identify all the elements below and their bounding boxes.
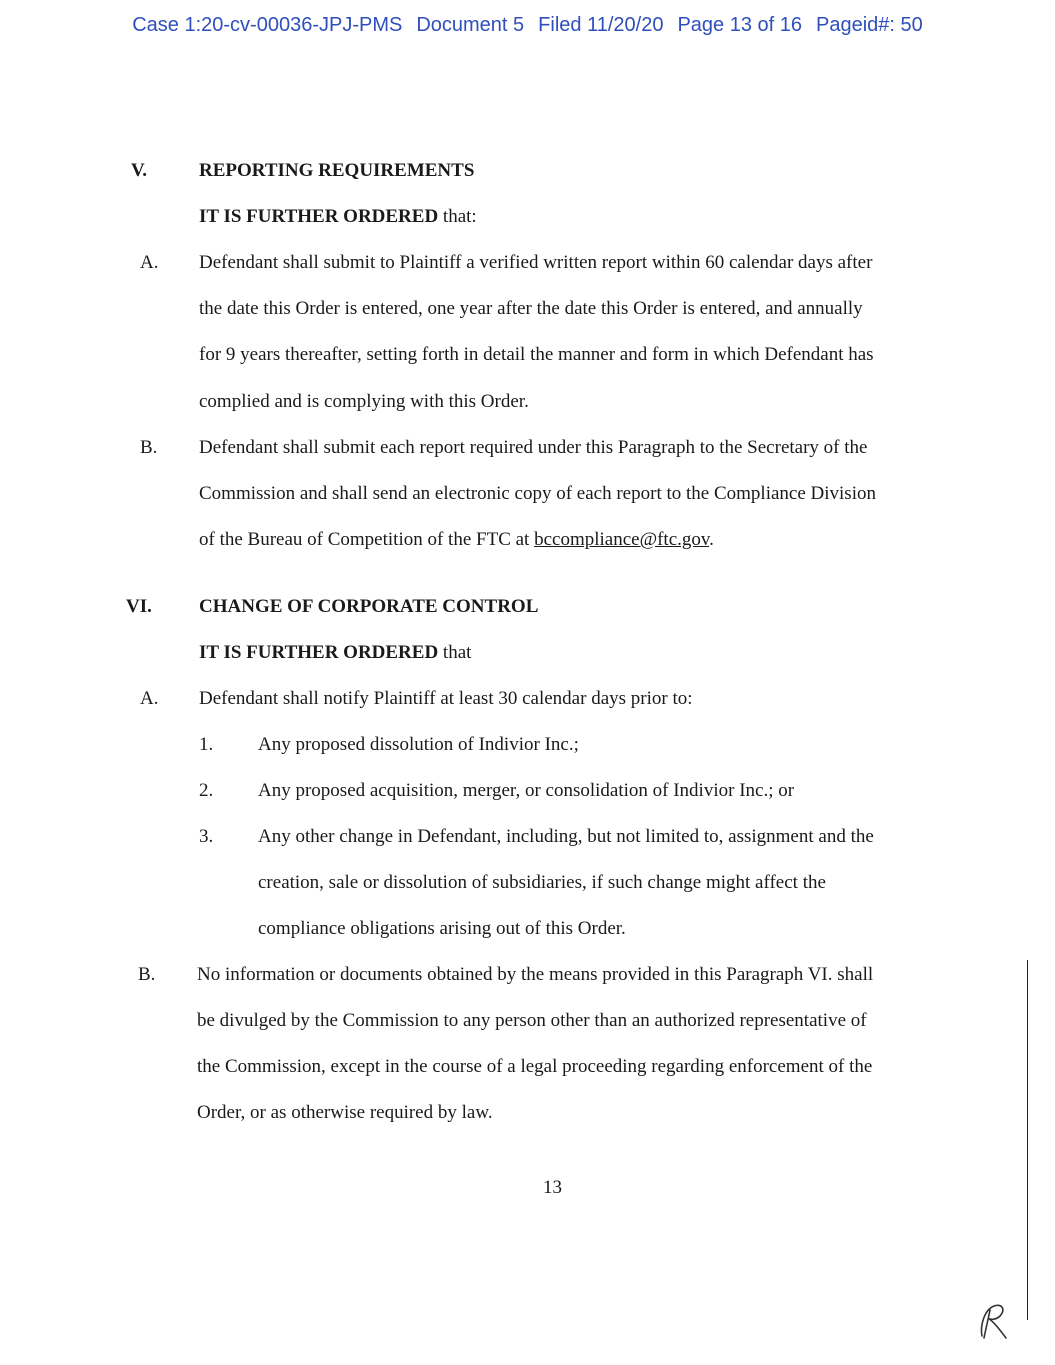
filing-header [0, 14, 1055, 37]
section-vi-number: VI. [126, 596, 152, 617]
section-v-ordered [199, 205, 477, 229]
ordered-rest: that [438, 642, 472, 663]
ordered-bold: IT IS FURTHER ORDERED [199, 206, 439, 227]
list-item-number: 1. [199, 734, 214, 755]
page-id: Pageid#: 50 [816, 14, 923, 36]
para-v-a-line: Defendant shall submit to Plaintiff a verified written report within 60 calendar days after [199, 252, 873, 273]
list-item-line: creation, sale or dissolution of subsidiaries, if such change might affect the [258, 872, 826, 893]
section-vi-ordered [199, 641, 471, 665]
list-item-line: compliance obligations arising out of this Order. [258, 918, 626, 939]
line-suffix: . [709, 529, 714, 550]
para-vi-b-label: B. [138, 964, 156, 985]
list-item-line: Any proposed dissolution of Indivior Inc.; [258, 734, 579, 755]
list-item-number: 2. [199, 780, 214, 801]
ordered-rest: that: [438, 206, 477, 227]
para-vi-a-label: A. [140, 688, 159, 709]
initials-signature-icon [972, 1296, 1012, 1344]
case-number: Case 1:20-cv-00036-JPJ-PMS [132, 14, 403, 36]
filed-date: Filed 11/20/20 [538, 14, 664, 36]
ordered-bold: IT IS FURTHER ORDERED [199, 642, 439, 663]
compliance-email-link[interactable]: bccompliance@ftc.gov [534, 529, 710, 550]
list-item-line: Any proposed acquisition, merger, or consolidation of Indivior Inc.; or [258, 780, 795, 801]
para-v-b-line [199, 528, 714, 552]
para-vi-b-line: the Commission, except in the course of a legal proceeding regarding enforcement of the [197, 1056, 873, 1077]
para-v-b-line: Commission and shall send an electronic copy of each report to the Compliance Division [199, 483, 876, 504]
para-v-a-line: complied and is complying with this Order. [199, 391, 529, 412]
page-count: Page 13 of 16 [677, 14, 803, 36]
section-vi-title: CHANGE OF CORPORATE CONTROL [199, 596, 539, 617]
list-item-number: 3. [199, 826, 214, 847]
section-v-number: V. [131, 160, 148, 181]
para-v-b-line: Defendant shall submit each report required under this Paragraph to the Secretary of the [199, 437, 868, 458]
para-v-b-label: B. [140, 437, 158, 458]
para-vi-b-line: No information or documents obtained by the means provided in this Paragraph VI. shall [197, 964, 874, 985]
scan-edge-line [1027, 960, 1028, 1320]
para-v-a-line: for 9 years thereafter, setting forth in detail the manner and form in which Defendant has [199, 344, 874, 365]
page-number: 13 [543, 1177, 562, 1198]
line-prefix: of the Bureau of Competition of the FTC at [199, 529, 535, 550]
section-v-title: REPORTING REQUIREMENTS [199, 160, 475, 181]
para-vi-b-line: be divulged by the Commission to any person other than an authorized representative of [197, 1010, 867, 1031]
para-vi-b-line: Order, or as otherwise required by law. [197, 1102, 493, 1123]
document-number: Document 5 [416, 14, 525, 36]
para-vi-a-text: Defendant shall notify Plaintiff at least 30 calendar days prior to: [199, 688, 693, 709]
list-item-line: Any other change in Defendant, including, but not limited to, assignment and the [258, 826, 874, 847]
para-v-a-label: A. [140, 252, 159, 273]
para-v-a-line: the date this Order is entered, one year after the date this Order is entered, and annually [199, 298, 863, 319]
